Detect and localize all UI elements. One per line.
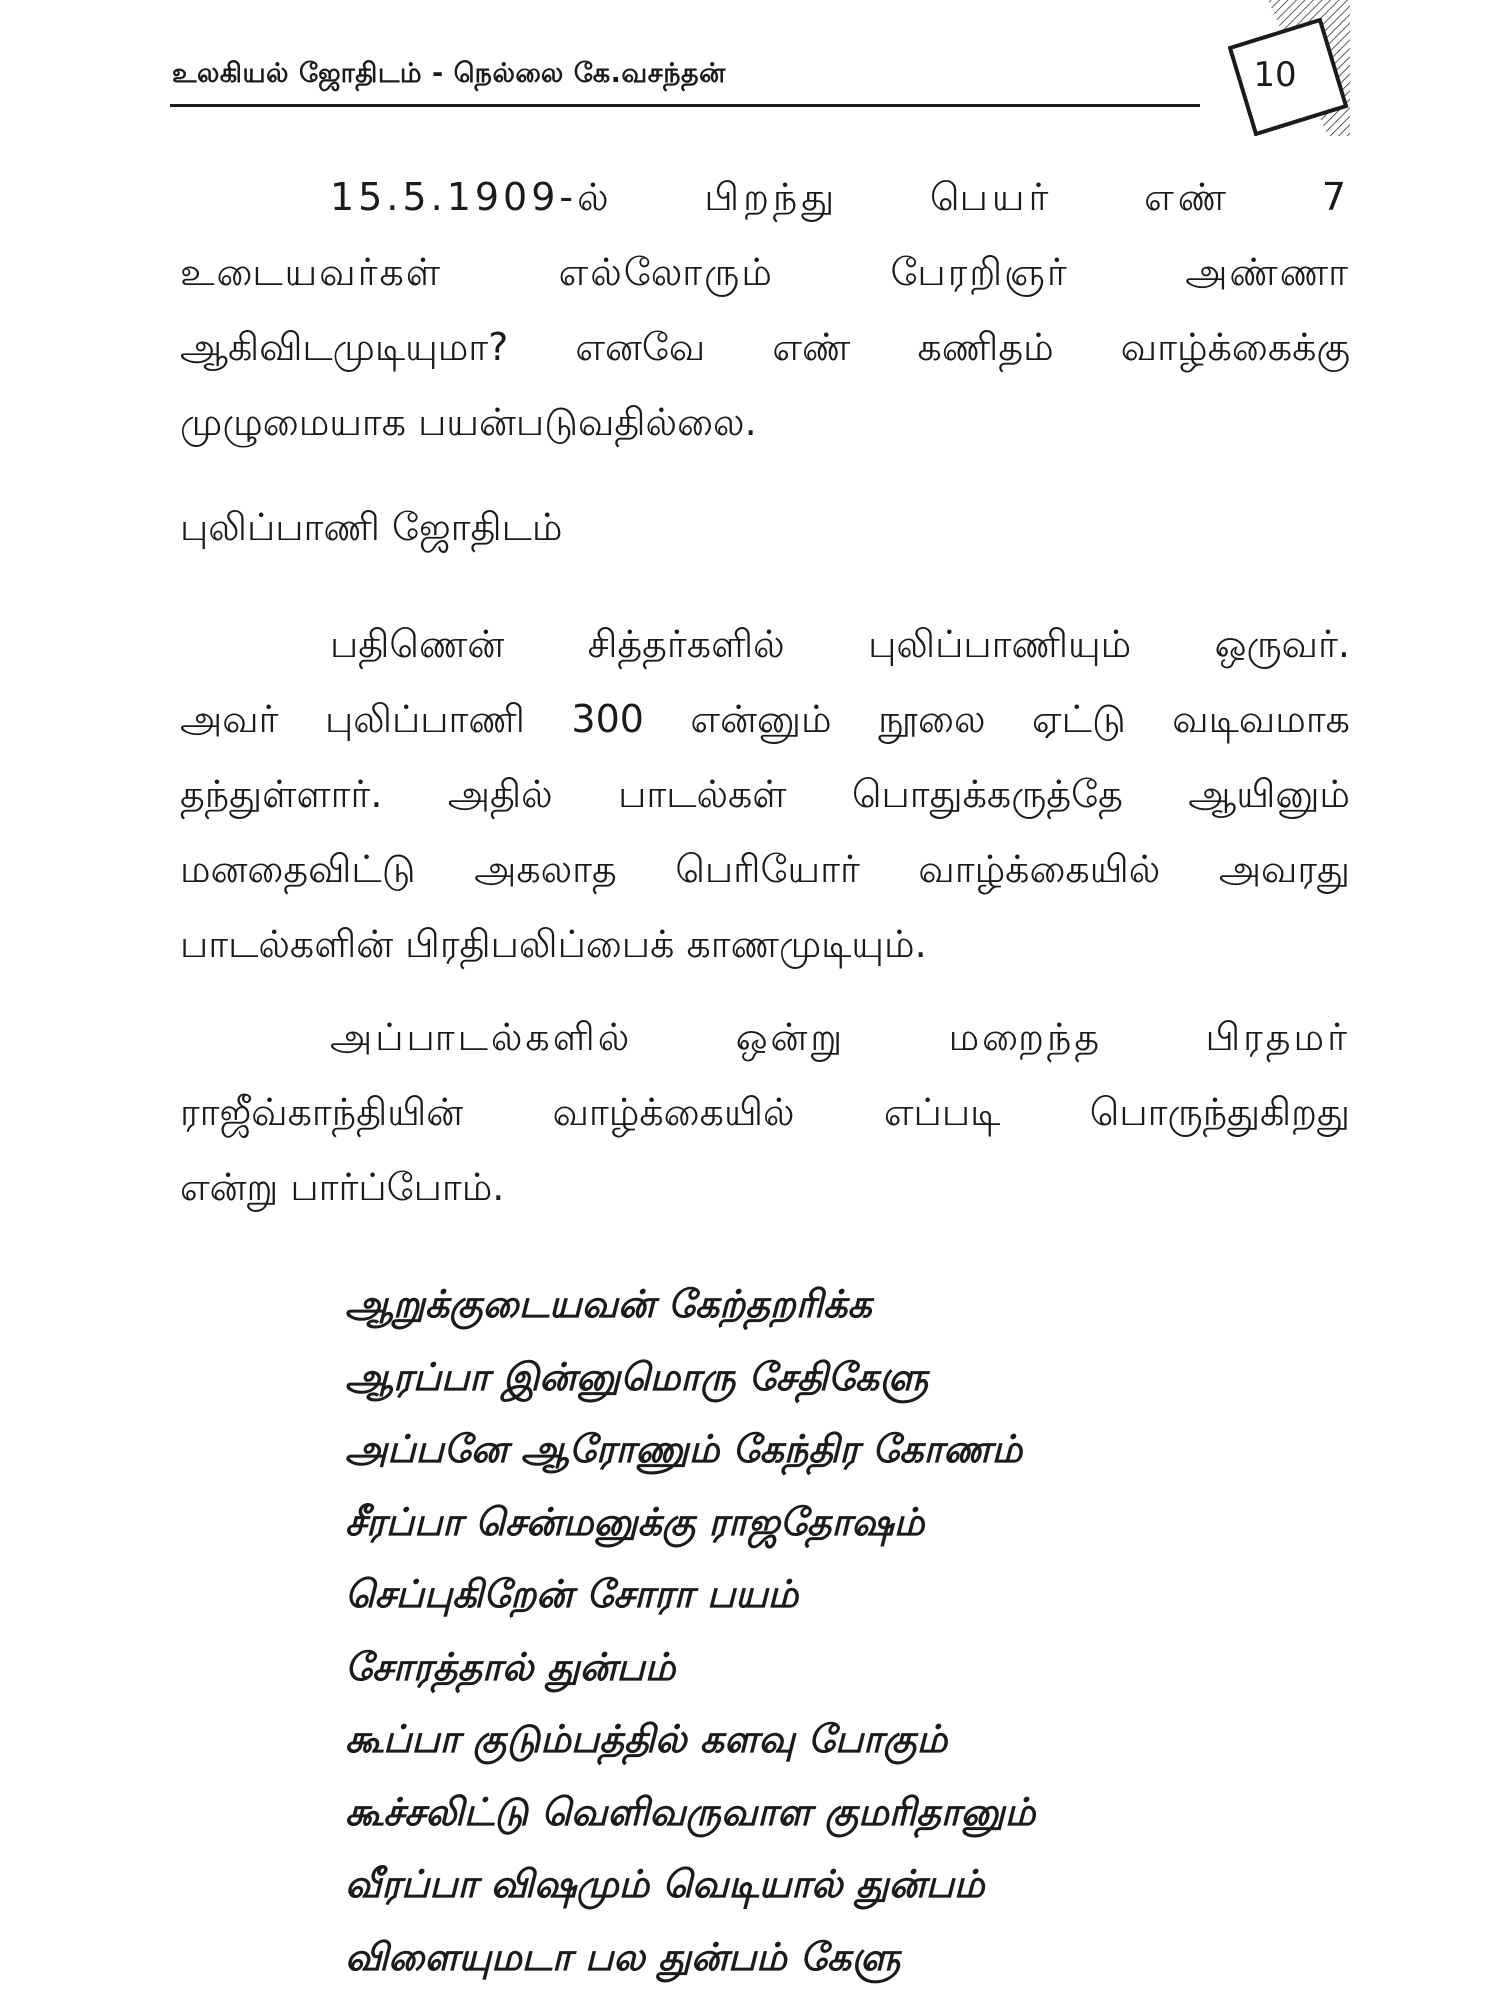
verse-line: வீரப்பா விஷமும் வெடியால் துன்பம்: [345, 1862, 985, 1906]
paragraph-line: அவர் புலிப்பாணி 300 என்னும் நூலை ஏட்டு வடிவமாக: [180, 697, 1350, 741]
header-rule: [170, 104, 1200, 107]
paragraph-line: உடையவர்கள் எல்லோரும் பேரறிஞர் அண்ணா: [180, 250, 1350, 294]
paragraph-line: ஆகிவிடமுடியுமா? எனவே எண் கணிதம் வாழ்க்கைக்கு: [180, 325, 1350, 369]
verse-line: ஆறுக்குடையவன் கேற்தறரிக்க: [345, 1282, 872, 1326]
paragraph-line: ராஜீவ்காந்தியின் வாழ்க்கையில் எப்படி பொருந்துகிறது: [180, 1090, 1350, 1134]
paragraph-numerology: [180, 160, 1350, 460]
page-number: 10: [1253, 55, 1297, 95]
paragraph-line: தந்துள்ளார். அதில் பாடல்கள் பொதுக்கருத்தே ஆயினும்: [180, 772, 1350, 816]
paragraph-rajiv: [180, 1000, 1350, 1225]
verse-line: சீரப்பா சென்மனுக்கு ராஜதோஷம்: [345, 1499, 925, 1544]
paragraph-line: முழுமையாக பயன்படுவதில்லை.: [180, 400, 757, 444]
verse-line: செப்புகிறேன் சோரா பயம்: [345, 1572, 799, 1616]
verse-line: சோரத்தால் துன்பம்: [345, 1644, 676, 1689]
verse-line: கூப்பா குடும்பத்தில் களவு போகும்: [345, 1717, 948, 1761]
verse-line: அப்பனே ஆரோணும் கேந்திர கோணம்: [345, 1427, 1023, 1471]
verse-line: ஆரப்பா இன்னுமொரு சேதிகேளு: [345, 1354, 929, 1399]
paragraph-line: பாடல்களின் பிரதிபலிப்பைக் காணமுடியும்.: [180, 922, 927, 966]
verse-line: கூச்சலிட்டு வெளிவருவாள குமரிதானும்: [345, 1789, 1036, 1834]
running-header-title: உலகியல் ஜோதிடம் - நெல்லை கே.வசந்தன்: [172, 58, 726, 89]
paragraph-line: மனதைவிட்டு அகலாத பெரியோர் வாழ்க்கையில் அவரது: [180, 847, 1350, 891]
paragraph-line: அப்பாடல்களில் ஒன்று மறைந்த பிரதமர்: [330, 1015, 1350, 1059]
verse-block: [345, 1268, 1245, 1993]
verse-line: விளையுமடா பல துன்பம் கேளு: [345, 1934, 901, 1979]
paragraph-line: பதிணென் சித்தர்களில் புலிப்பாணியும் ஒருவர்.: [330, 622, 1350, 666]
paragraph-line: 15.5.1909-ல் பிறந்து பெயர் எண் 7: [330, 175, 1350, 219]
paragraph-pulippani: [180, 607, 1350, 982]
paragraph-line: என்று பார்ப்போம்.: [180, 1165, 505, 1209]
section-heading: புலிப்பாணி ஜோதிடம்: [180, 505, 563, 549]
